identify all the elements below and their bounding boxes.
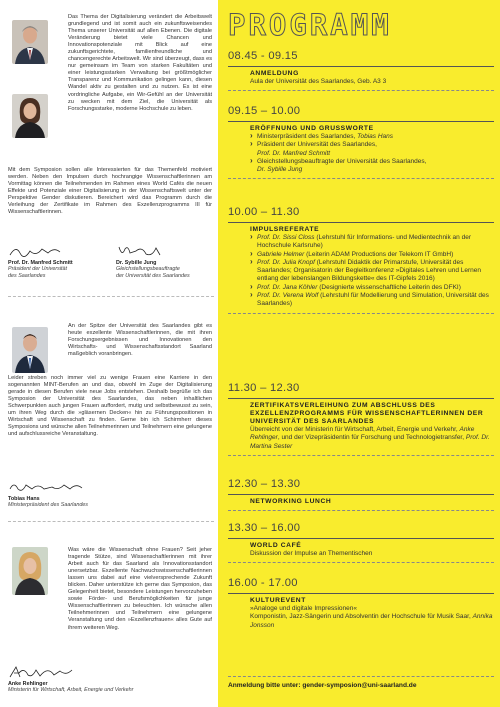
section-time: 09.15 – 10.00: [228, 105, 301, 117]
section-time: 13.30 – 16.00: [228, 522, 301, 534]
program-section-opening: [228, 105, 494, 179]
signature-rehlinger: [8, 664, 212, 694]
greeting-text-2-continued: Leider streben noch immer viel zu wenige Frauen eine Karriere in den sogenannten MINT-Berufen an und das, obwohl im Zuge der Digitalisierung gerade in diesen Berufen viele neue Jobs entstehen. Deshalb begrüße ich das Symposion der Universität des Saarlandes, das neben inhaltlichen Schwerpunkten auch jungen Frauen auffordert, mutig und selbstbewusst zu sein, um ihren Weg durch die »gläsernen Decken« hin zu Führungspositionen in Wirtschaft und Wissenschaft zu finden. Gerne bin ich Schirmherr dieses Symposions und wünsche allen Teilnehmerinnen und Teilnehmern eine gelungene und aufschlussreiche Veranstaltung.: [8, 375, 212, 438]
signatures-row: [8, 243, 214, 279]
section-rule: [228, 593, 494, 594]
greeting-text-2: An der Spitze der Universität des Saarlandes gibt es heute exzellente Wissenschaftlerinnen, die mit ihren Forschungsergebnissen und Innovationen den Wirtschafts- und Wissenschaftsstandort Saarland maßgeblich voranbringen.: [68, 323, 212, 358]
section-heading: ERÖFFNUNG UND GRUSSWORTE: [250, 125, 374, 132]
signer-role: Ministerpräsident des Saarlandes: [8, 502, 89, 509]
section-time: 11.30 – 12.30: [228, 382, 300, 394]
list-item: › Prof. Dr. Julia Knopf (Lehrstuhl Didaktik der Primarstufe, Universität des Saarlandes; Organisatorin der Begleitkonferenz »Digitales Lehren und Lernen entlang der lebenslangen Bildungskette« des IT-Gipfels 2016): [250, 259, 494, 284]
section-rule: [228, 222, 494, 223]
list-item: › Gabriele Helmer (Leiterin ADAM Productions der Telekom IT GmbH): [250, 251, 494, 259]
section-time: 16.00 - 17.00: [228, 577, 298, 589]
signer-name: Anke Rehlinger: [8, 681, 48, 687]
program-section-culture: [228, 577, 494, 630]
divider: [228, 90, 494, 91]
signer-name: Tobias Hans: [8, 496, 40, 502]
program-title: [228, 8, 496, 42]
section-heading: ANMELDUNG: [250, 70, 299, 77]
program-section-registration: [228, 50, 494, 91]
section-heading: ZERTIFIKATSVERLEIHUNG ZUM ABSCHLUSS DES EXZELLENZPROGRAMMS FÜR WISSENSCHAFTLERINNEN DER UNIVERSITÄT DES SAARLANDES: [250, 402, 484, 425]
signature-scribble-icon: [8, 664, 212, 680]
divider: [228, 455, 494, 456]
divider: [228, 178, 494, 179]
section-rule: [228, 398, 494, 399]
section-text: Aula der Universität des Saarlandes, Geb. A3 3: [250, 78, 387, 85]
signature-scribble-icon: [116, 243, 214, 259]
list-item: › Ministerpräsident des Saarlandes, Tobias Hans: [250, 133, 494, 141]
section-heading: NETWORKING LUNCH: [250, 498, 332, 505]
section-time: 12.30 – 13.30: [228, 478, 301, 490]
section-rule: [228, 66, 494, 67]
section-time: 10.00 – 11.30: [228, 206, 300, 218]
signature-scribble-icon: [8, 243, 106, 259]
welcome-card-1: [8, 6, 214, 297]
list-item: › Prof. Dr. Sissi Closs (Lehrstuhl für Informations- und Medientechnik an der Hochschule Karlsruhe): [250, 234, 494, 251]
divider: [228, 562, 494, 563]
signer-name: Prof. Dr. Manfred Schmitt: [8, 260, 73, 266]
signer-role: Präsident der Universität: [8, 266, 68, 273]
section-heading: WORLD CAFÉ: [250, 542, 302, 549]
greeting-text-3: Was wäre die Wissenschaft ohne Frauen? Seit jeher tragende Stütze, sind Wissenschaftlerinnen mit ihrer Arbeit auch für das Saarland als Innovationsstandort unersetzbar. Exzellente Nachwuchswissenschaftlerinnen lassen uns dabei auf eine vielversprechende Zukunft blicken. Daher unterstütze ich gerne das Symposion, das Gelegenheit bietet, besondere Leistungen hervorzuheben sowie Förder- und Berufsmöglichkeiten für junge Wissenschaftlerinnen zu beleuchten. Ich wünsche allen Teilnehmerinnen und Teilnehmern eine gelungene Veranstaltung und den »Exzellenzfrauen« alles Gute auf ihrem weiteren Weg.: [68, 547, 212, 631]
signature-schmitt: [8, 243, 106, 279]
program-section-lunch: [228, 478, 494, 511]
list-item: › Prof. Dr. Verena Wolf (Lehrstuhl für Modellierung und Simulation, Universität des Saarlandes): [250, 292, 494, 309]
section-rule: [228, 494, 494, 495]
divider: [228, 313, 494, 314]
signature-scribble-icon: [8, 479, 158, 495]
registration-footer: [228, 676, 494, 689]
divider: [8, 296, 214, 297]
section-rule: [228, 121, 494, 122]
portrait-jung-photo: [12, 94, 48, 138]
list-item: › Präsident der Universität des Saarlandes, Prof. Dr. Manfred Schmitt: [250, 141, 494, 158]
divider: [228, 510, 494, 511]
speaker-list: [228, 133, 494, 174]
divider: [8, 521, 214, 522]
section-heading: KULTUREVENT: [250, 597, 306, 604]
section-text: Überreicht von der Ministerin für Wirtschaft, Arbeit, Energie und Verkehr, Anke Rehlinger, und der Vizepräsidentin für Forschung und Technologietransfer, Prof. Dr. Martina Sester: [250, 426, 490, 450]
list-item: › Prof. Dr. Jana Köhler (Designierte wissenschaftliche Leiterin des DFKI): [250, 284, 494, 292]
portrait-hans-photo: [12, 327, 48, 373]
program-section-world-cafe: [228, 522, 494, 563]
signer-role: Ministerin für Wirtschaft, Arbeit, Energie und Verkehr: [8, 687, 134, 694]
signer-role: Gleichstellungsbeauftragte: [116, 266, 180, 273]
signer-role: des Saarlandes: [8, 272, 46, 279]
left-column: [0, 0, 218, 707]
program-section-certificates: [228, 382, 494, 456]
intro-text-1-continued: Mit dem Symposion sollen alle Interessierten für das Themenfeld motiviert werden. Neben den Impulsen durch hochrangige Wissenschaftlerinnen am Vormittag können die Teilnehmenden im Rahmen eines World Cafés die neuen Effekte und Potenziale einer Digitalisierung in der Wissenschaftswelt unter der Perspektive Gender diskutieren. Bereichert wird das Programm durch die Verleihung der Zertifikate im Rahmen des Exzellenzprogramms III für Wissenschaftlerinnen.: [8, 167, 212, 216]
signer-role: der Universität des Saarlandes: [116, 272, 190, 279]
program-section-talks: [228, 206, 494, 314]
section-text: »Analoge und digitale Impressionen«: [250, 605, 357, 612]
section-rule: [228, 538, 494, 539]
divider: [228, 676, 494, 677]
welcome-card-2: [8, 315, 214, 522]
speaker-list: [228, 234, 494, 309]
signature-hans: [8, 479, 158, 509]
welcome-card-3: [8, 543, 214, 701]
program-title-text: PROGRAMM: [228, 8, 392, 42]
portrait-rehlinger-photo: [12, 547, 48, 595]
signature-jung: [116, 243, 214, 279]
list-item: › Gleichstellungsbeauftragte der Universität des Saarlandes, Dr. Sybille Jung: [250, 158, 494, 175]
section-text: Komponistin, Jazz-Sängerin und Absolventin der Hochschule für Musik Saar, Annika Jonsson: [250, 613, 493, 629]
section-time: 08.45 - 09.15: [228, 50, 298, 62]
section-heading: IMPULSREFERATE: [250, 226, 320, 233]
signer-name: Dr. Sybille Jung: [116, 260, 157, 266]
intro-text-1: Das Thema der Digitalisierung verändert die Arbeitswelt grundlegend und ist somit auch ein zukunftsweisendes Thema unserer Universität auf allen Ebenen. Die digitale Veränderung bietet viele Chancen und Innovationspotenziale mit Blick auf eine zukunftsgerichtete, familienfreundliche und chancengerechte Arbeitswelt. Wir sind überzeugt, dass es nur gemeinsam im Team von starken Fakultäten und einer leistungsstarken Verwaltung bei größtmöglicher Transparenz und Kommunikation gelingen kann, diesen Wandel aktiv zu gestalten und zu nutzen. Es ist eine vordringliche Aufgabe, ein Wir-Gefühl an der Universität zu wecken mit dem Ziel, die Universität als Forschungsstarke, moderne Hochschule zu leben.: [68, 14, 212, 112]
registration-email-text[interactable]: Anmeldung bitte unter: gender-symposion@uni-saarland.de: [228, 682, 417, 689]
section-text: Diskussion der Impulse an Thementischen: [250, 550, 373, 557]
program-panel: [218, 0, 500, 707]
portrait-schmitt-photo: [12, 20, 48, 64]
